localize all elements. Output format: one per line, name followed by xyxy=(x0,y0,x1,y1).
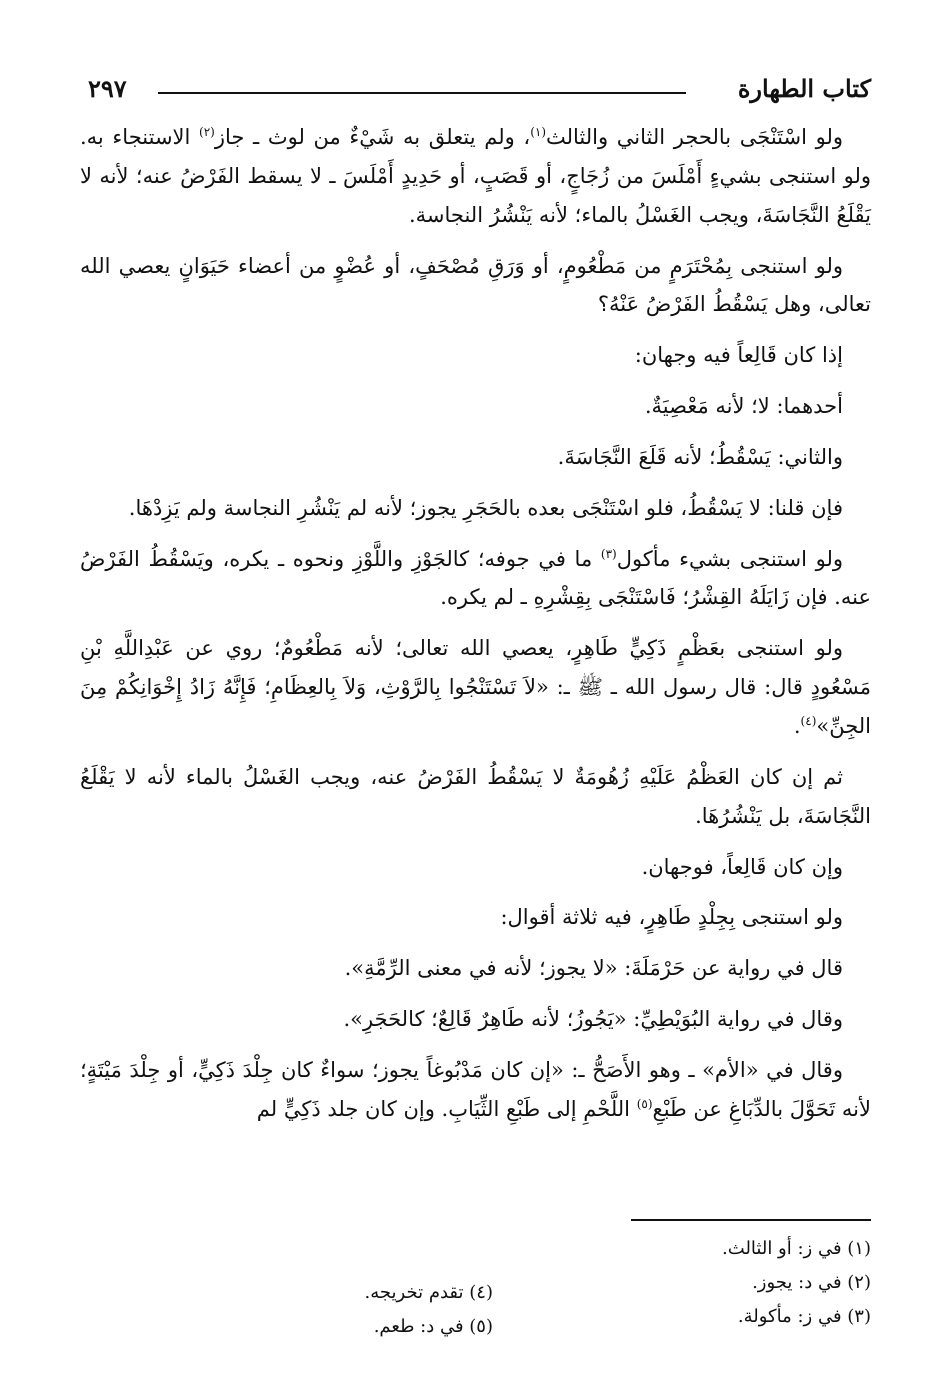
page-number: ٢٩٧ xyxy=(88,74,127,103)
footnote-rule xyxy=(631,1219,871,1221)
paragraph: وقال في «الأم» ـ وهو الأَصَحُّ ـ: «إن كان مَدْبُوغاً يجوز؛ سواءٌ كان جِلْدَ ذَكِيٍّ، أو جِلْدَ مَيْتَةٍ؛ لأنه تَحَوَّلَ بالدِّبَاغِ عن طَبْعِ$^{(٥)}$ اللَّحْمِ إلى طَبْعِ الثِّيَابِ. وإن كان جلد ذَكِيٍّ لم xyxy=(80,1057,871,1121)
paragraph: فإن قلنا: لا يَسْقُطُ، فلو اسْتَنْجَى بعده بالحَجَرِ يجوز؛ لأنه لم يَنْشُرِ النجاسة ولم يَزِدْهَا. xyxy=(128,495,843,520)
paragraph: والثاني: يَسْقُطُ؛ لأنه قَلَعَ النَّجَاسَةَ. xyxy=(557,444,843,469)
page-header xyxy=(88,72,871,112)
paragraph: وإن كان قَالِعاً، فوجهان. xyxy=(641,854,843,879)
paragraph: ولو استنجى بِمُحْتَرَمٍ من مَطْعُومٍ، أو وَرَقِ مُصْحَفٍ، أو عُضْوٍ من أعضاء حَيَوَانٍ يعصي الله تعالى، وهل يَسْقُطُ الفَرْضُ عَنْهُ؟ xyxy=(80,253,871,317)
paragraph: وقال في رواية البُوَيْطِيِّ: «يَجُوزُ؛ لأنه طَاهِرٌ قَالِعٌ؛ كالحَجَرِ». xyxy=(343,1007,843,1032)
paragraph: ولو استنجى بشيء مأكول$^{(٣)}$ ما في جوفه؛ كالجَوْزِ واللَّوْزِ ونحوه ـ يكره، ويَسْقُطُ الفَرْضُ عنه. فإن زَايَلَهُ القِشْرُ؛ فَاسْتَنْجَى بِقِشْرِهِ ـ لم يكره. xyxy=(80,546,871,610)
paragraph: ولو استنجى بعَظْمٍ ذَكِيٍّ طَاهِرٍ، يعصي الله تعالى؛ لأنه مَطْعُومٌ؛ روي عن عَبْدِاللَّهِ بْنِ مَسْعُودٍ قال: قال رسول الله ـ ﷺ ـ: «لاَ تَسْتَنْجُوا بِالرَّوْثِ، وَلاَ بِالعِظَامِ؛ فَإِنَّهُ زَادُ إِخْوَانِكُمْ مِنَ الجِنِّ»$^{(٤)}$. xyxy=(80,636,871,738)
footnote-2: (٢) في د: يجوز. xyxy=(752,1272,871,1294)
footnote-5: (٥) في د: طعم. xyxy=(373,1316,493,1338)
footnote-1: (١) في ز: أو الثالث. xyxy=(722,1238,871,1259)
book-title: كتاب الطهارة xyxy=(737,74,871,103)
header-rule xyxy=(158,92,686,94)
paragraph: ولو استنجى بِجِلْدٍ طَاهِرٍ، فيه ثلاثة أقوال: xyxy=(500,905,843,930)
paragraph: ثم إن كان العَظْمُ عَلَيْهِ زُهُومَةٌ لا يَسْقُطُ الفَرْضُ عنه، ويجب الغَسْلُ بالماء لأنه لا يَقْلَعُ النَّجَاسَةَ، بل يَنْشُرُهَا. xyxy=(80,764,871,828)
main-text xyxy=(80,118,871,1141)
footnotes-right-column xyxy=(611,1232,871,1335)
footnote-4: (٤) تقدم تخريجه. xyxy=(364,1282,493,1303)
footnote-3: (٣) في ز: مأكولة. xyxy=(737,1306,871,1328)
paragraph: ولو اسْتَنْجَى بالحجر الثاني والثالث$^{(١)}$، ولم يتعلق به شَيْءٌ من لوث ـ جاز$^{(٢)}$ الاستنجاء به. ولو استنجى بشيءٍ أَمْلَسَ من زُجَاجٍ، أو قَصَبٍ، أو حَدِيدٍ أَمْلَسَ ـ لا يسقط الفَرْضُ عنه؛ لأنه لا يَقْلَعُ النَّجَاسَةَ، ويجب الغَسْلُ بالماء؛ لأنه يَنْشُرُ النجاسة. xyxy=(80,125,871,227)
footnotes-left-column xyxy=(253,1276,493,1344)
paragraph: أحدهما: لا؛ لأنه مَعْصِيَةٌ. xyxy=(644,394,843,419)
paragraph: إذا كان قَالِعاً فيه وجهان: xyxy=(634,343,843,368)
paragraph: قال في رواية عن حَرْمَلَةَ: «لا يجوز؛ لأنه في معنى الرِّمَّةِ». xyxy=(344,956,843,981)
